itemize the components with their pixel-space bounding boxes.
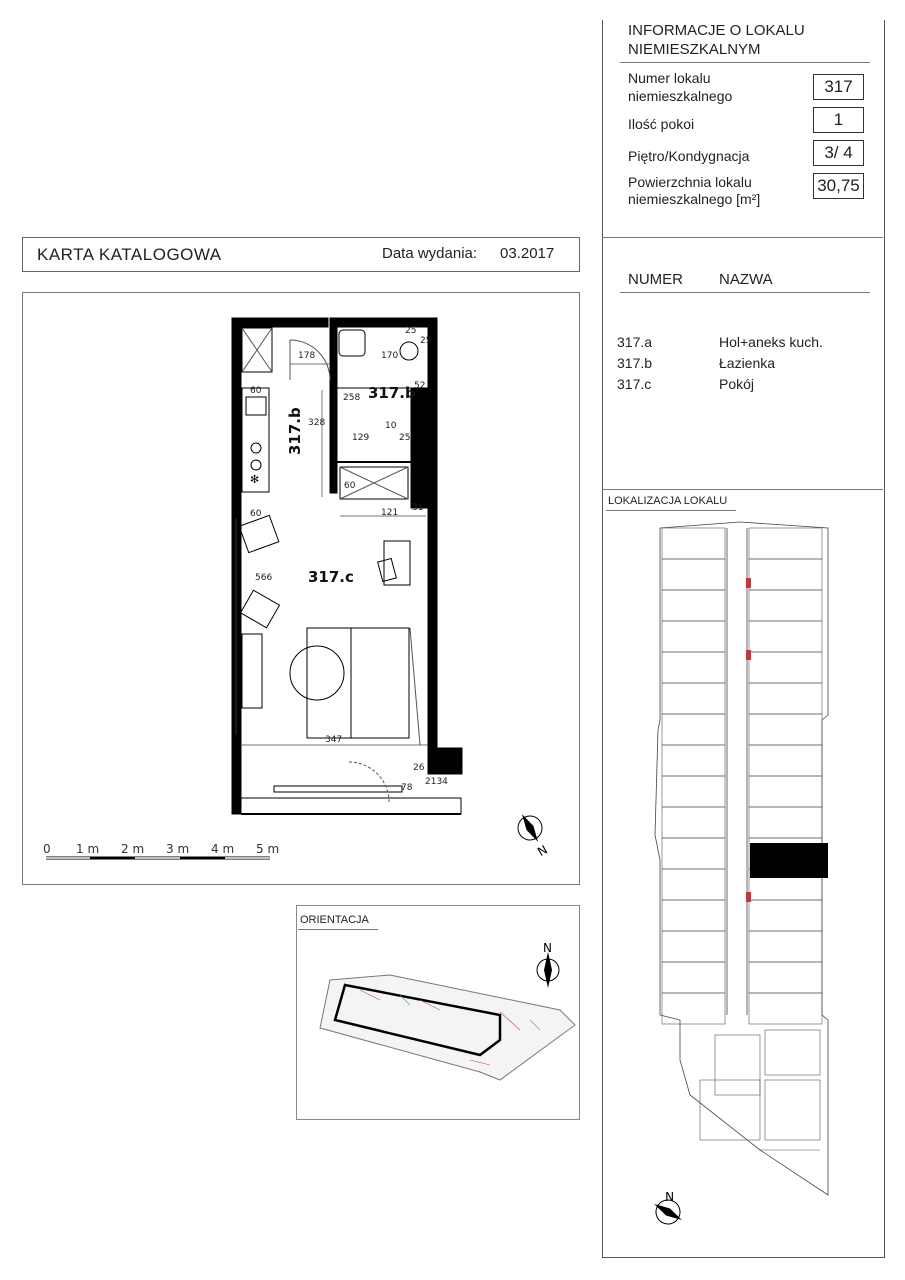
rooms-col-number: NUMER — [628, 271, 683, 288]
dim-label: 60 — [344, 481, 356, 491]
scale-label: 1 m — [76, 842, 100, 856]
floor-value: 3/ 4 — [813, 140, 864, 166]
dim-label: 25 — [405, 326, 417, 336]
north-label: N — [665, 1190, 675, 1205]
room-name: Pokój — [719, 376, 755, 392]
list-item — [617, 334, 652, 350]
dim-label: 178 — [298, 351, 316, 361]
field-unit-number-label2: niemieszkalnego — [628, 88, 733, 104]
field-area-label2: niemieszkalnego [m²] — [628, 191, 761, 207]
north-label: N — [535, 842, 550, 860]
area-value: 30,75 — [813, 173, 864, 199]
rooms-col-name: NAZWA — [719, 271, 773, 288]
info-title-divider — [620, 62, 870, 63]
list-item — [719, 334, 823, 350]
location-top-line — [602, 489, 883, 490]
compass-icon — [648, 1185, 693, 1230]
dim-label: 121 — [381, 508, 399, 518]
building-location-plan — [604, 512, 880, 1252]
issue-date: 03.2017 — [500, 245, 555, 262]
issue-date-label: Data wydania: — [382, 245, 478, 262]
dim-label: 25 — [420, 336, 432, 346]
orientation-title: ORIENTACJA — [300, 914, 369, 926]
scale-label: 4 m — [211, 842, 235, 856]
room-number: 317.a — [617, 334, 653, 350]
scale-label: 5 m — [256, 842, 280, 856]
room-label-b-side: 317.b — [286, 407, 304, 455]
room-name: Hol+aneks kuch. — [719, 334, 823, 350]
dim-label: 347 — [325, 735, 343, 745]
info-title-line2: NIEMIESZKALNYM — [628, 41, 761, 58]
dim-label: 25 — [399, 433, 411, 443]
room-count-value: 1 — [813, 107, 864, 133]
compass-icon — [537, 941, 559, 988]
dim-label: 258 — [343, 393, 361, 403]
room-number: 317.b — [617, 355, 653, 371]
field-area-label1: Powierzchnia lokalu — [628, 174, 752, 190]
orientation-site-plan — [296, 905, 578, 1118]
svg-text:✻: ✻ — [250, 473, 260, 486]
location-title: LOKALIZACJA LOKALU — [608, 495, 728, 507]
info-title-line1: INFORMACJE O LOKALU — [628, 22, 805, 39]
list-item — [719, 376, 754, 392]
room-label-c: 317.c — [308, 568, 354, 586]
dim-label: 31 — [412, 503, 424, 513]
location-title-line — [606, 510, 736, 511]
dim-label: 78 — [401, 783, 413, 793]
scale-label: 3 m — [166, 842, 190, 856]
dim-label: 170 — [381, 351, 399, 361]
floor-plan — [22, 292, 580, 885]
room-number: 317.c — [617, 376, 652, 392]
dim-label: 60 — [250, 386, 262, 396]
dim-label: 2134 — [425, 777, 448, 787]
dim-label: 52 — [414, 381, 426, 391]
list-item — [617, 376, 651, 392]
field-floor-label: Piętro/Kondygnacja — [628, 148, 750, 164]
rooms-header-divider — [620, 292, 870, 293]
field-unit-number-label1: Numer lokalu — [628, 70, 711, 86]
scale-label: 0 — [43, 842, 51, 856]
room-label-b: 317.b — [368, 384, 416, 402]
dim-label: 566 — [255, 573, 273, 583]
north-label: N — [543, 941, 552, 955]
list-item — [719, 355, 775, 371]
dim-label: 10 — [385, 421, 397, 431]
rooms-header-top-line — [602, 237, 883, 238]
unit-number-value: 317 — [813, 74, 864, 100]
field-room-count-label: Ilość pokoi — [628, 116, 695, 132]
dim-label: 26 — [413, 763, 425, 773]
dim-label: 129 — [352, 433, 370, 443]
dim-label: 328 — [308, 418, 326, 428]
scale-label: 2 m — [121, 842, 145, 856]
room-name: Łazienka — [719, 355, 776, 371]
dim-label: 60 — [250, 509, 262, 519]
compass-icon — [512, 808, 557, 862]
list-item — [617, 355, 652, 371]
document-title: KARTA KATALOGOWA — [37, 245, 222, 264]
